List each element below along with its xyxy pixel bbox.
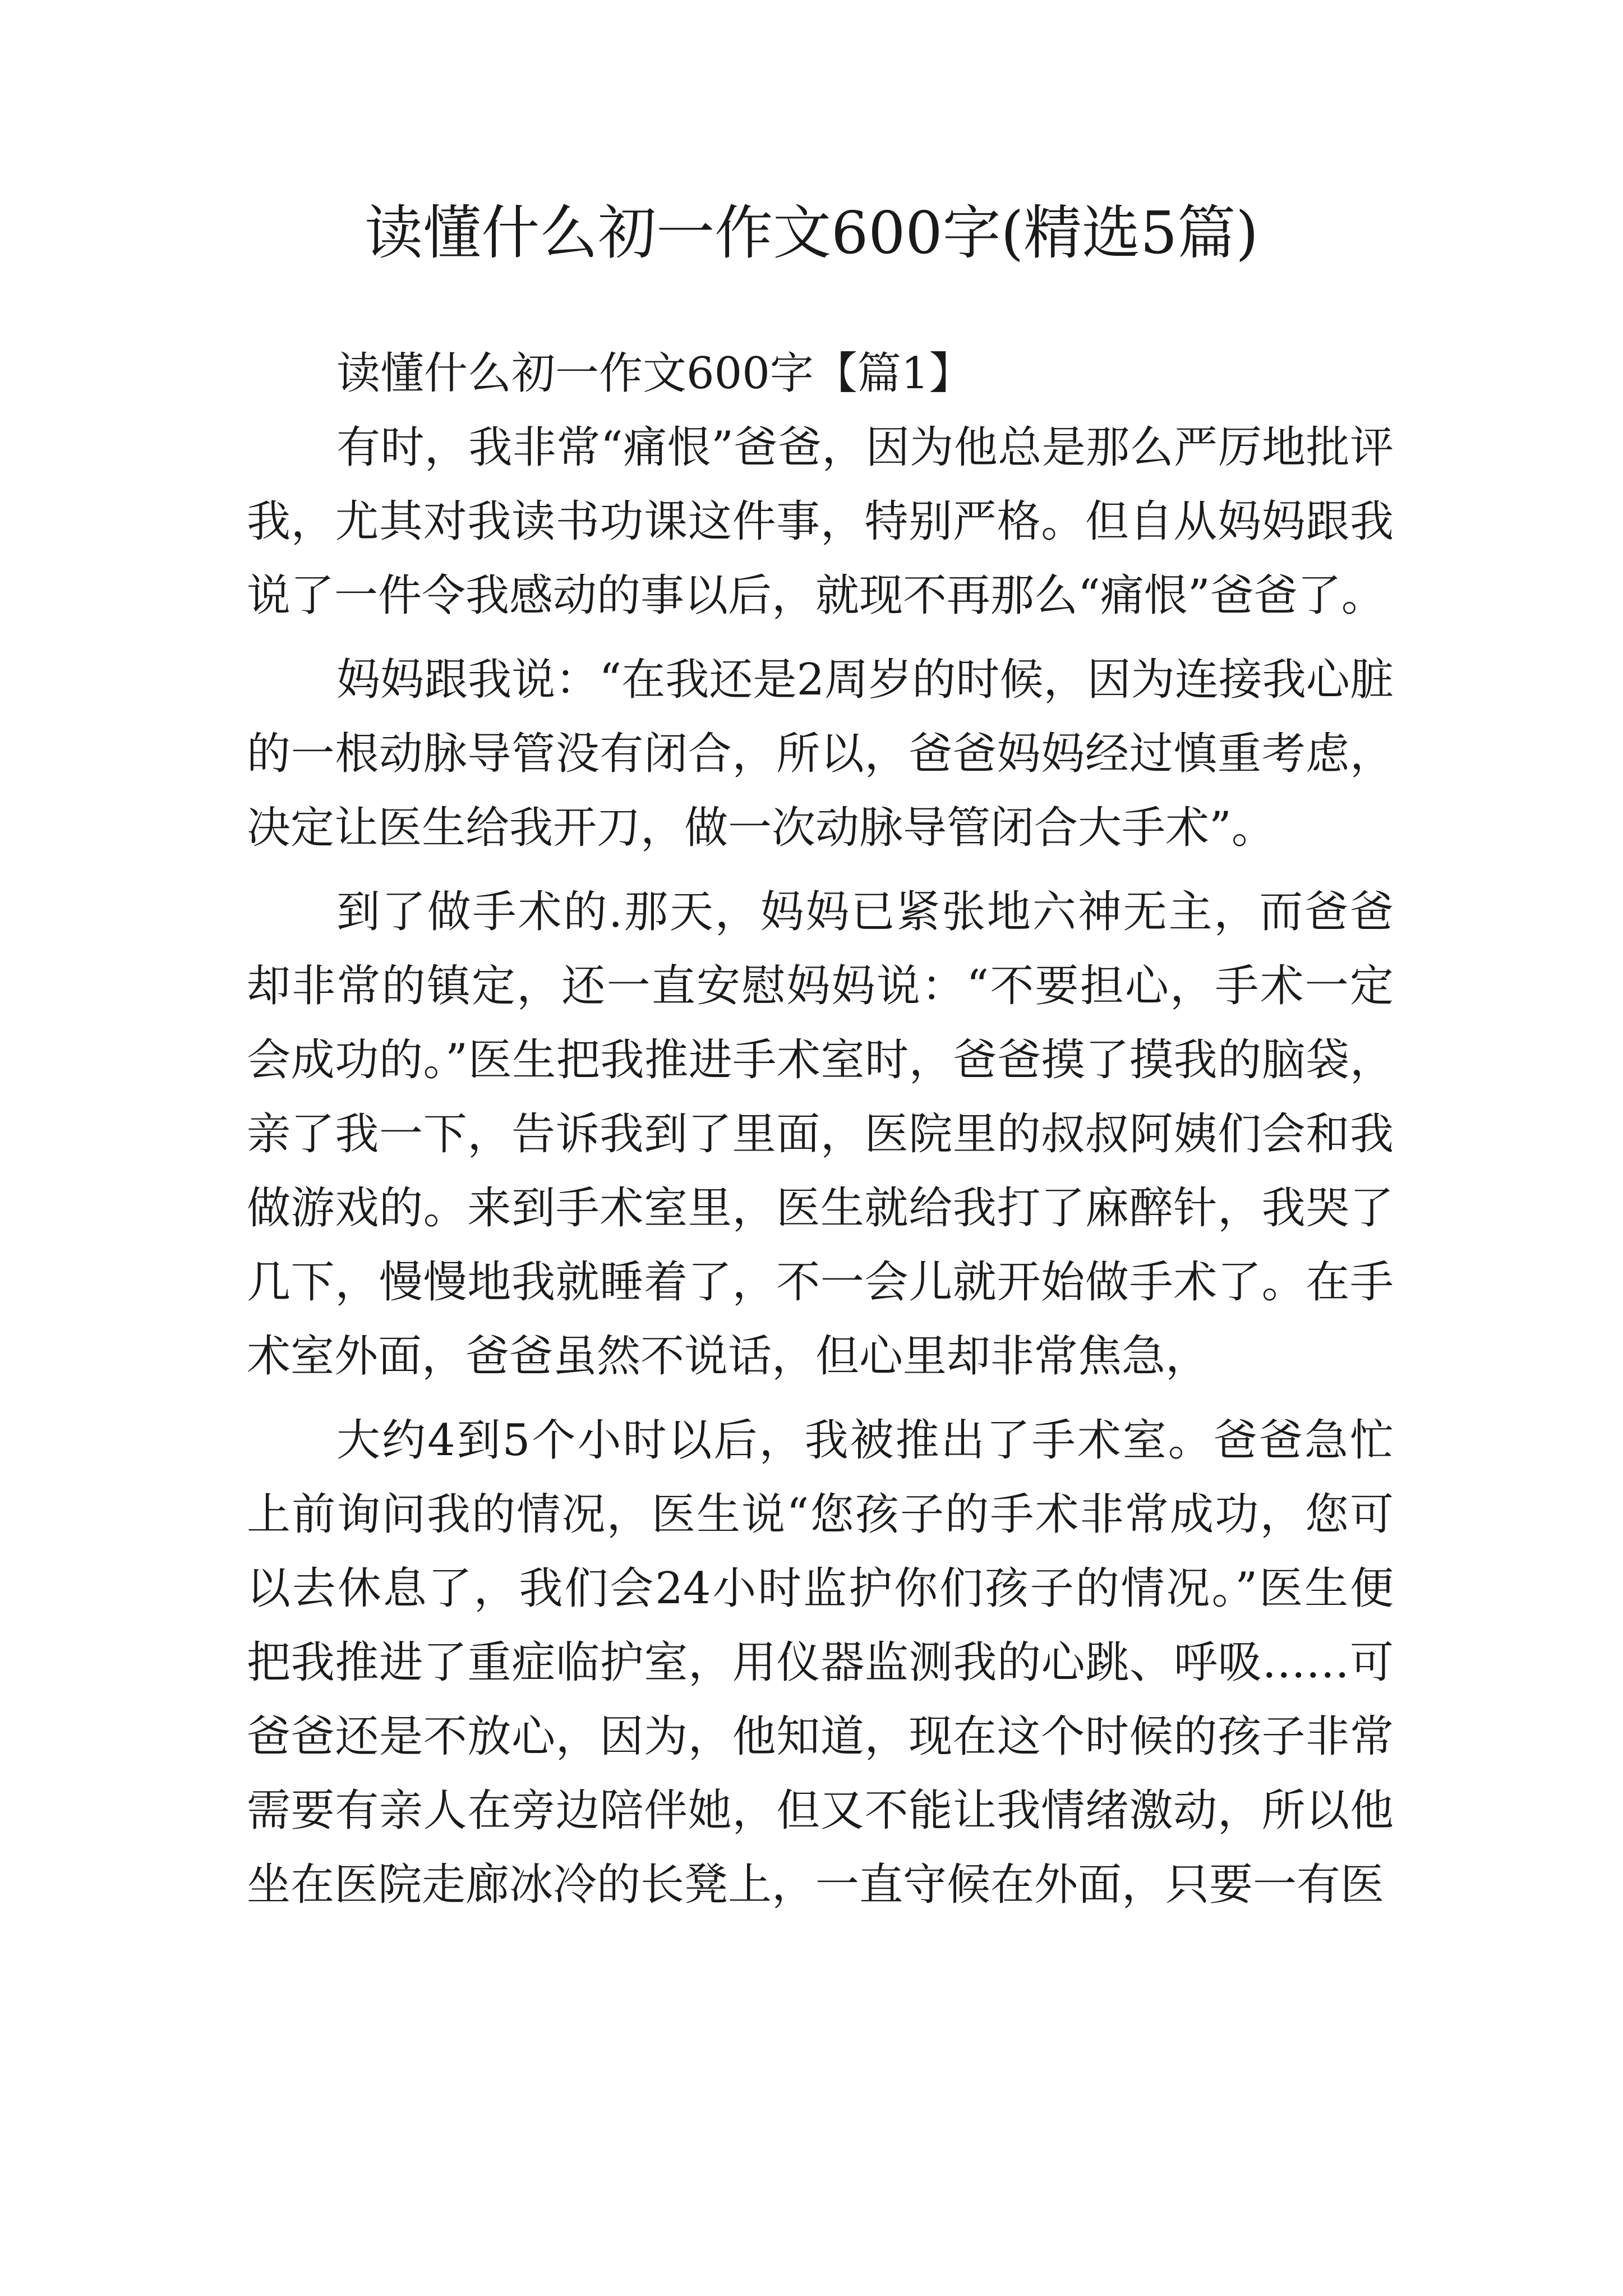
paragraph: 妈妈跟我说：“在我还是2周岁的时候，因为连接我心脏的一根动脉导管没有闭合，所以，爸爸妈妈经过慎重考虑，决定让医生给我开刀，做一次动脉导管闭合大手术”。 (247, 655, 1394, 853)
paragraph: 有时，我非常“痛恨”爸爸，因为他总是那么严厉地批评我，尤其对我读书功课这件事，特别严格。但自从妈妈跟我说了一件令我感动的事以后，就现不再那么“痛恨”爸爸了。 (247, 422, 1394, 621)
document-title: 读懂什么初一作文600字(精选5篇) (365, 199, 1258, 267)
section-heading: 读懂什么初一作文600字【篇1】 (336, 348, 973, 399)
paragraph: 大约4到5个小时以后，我被推出了手术室。爸爸急忙上前询问我的情况，医生说“您孩子的手术非常成功，您可以去休息了，我们会24小时监护你们孩子的情况。”医生便把我推进了重症临护室，用仪器监测我的心跳、呼吸……可爸爸还是不放心，因为，他知道，现在这个时候的孩子非常需要有亲人在旁边陪伴她，但又不能让我情绪激动，所以他坐在医院走廊冰冷的长凳上，一直守候在外面，只要一有医 (247, 1415, 1394, 1910)
paragraph: 到了做手术的.那天，妈妈已紧张地六神无主，而爸爸却非常的镇定，还一直安慰妈妈说：“不要担心，手术一定会成功的。”医生把我推进手术室时，爸爸摸了摸我的脑袋，亲了我一下，告诉我到了里面，医院里的叔叔阿姨们会和我做游戏的。来到手术室里，医生就给我打了麻醉针，我哭了几下，慢慢地我就睡着了，不一会儿就开始做手术了。在手术室外面，爸爸虽然不说话，但心里却非常焦急， (247, 887, 1394, 1382)
document-body (247, 337, 1394, 1922)
